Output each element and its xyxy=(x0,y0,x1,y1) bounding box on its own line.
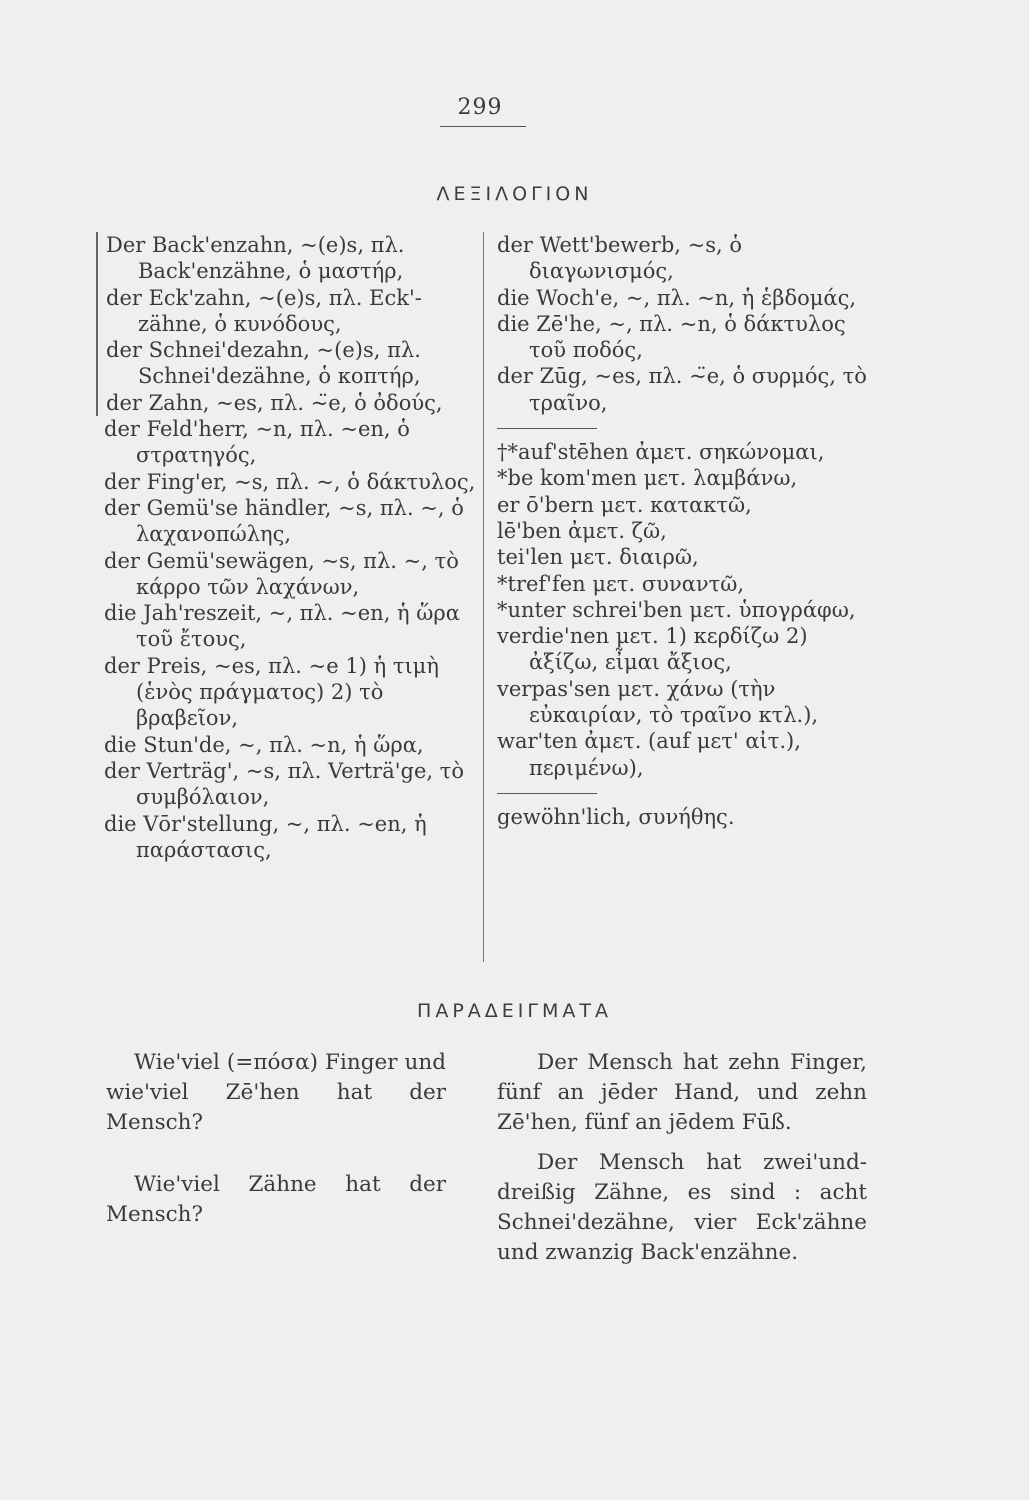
section-rule xyxy=(497,428,597,429)
vocab-entry: die Vōr'stellung, ~, πλ. ~en, ἡ παράστασις, xyxy=(104,811,427,862)
verb-entry: lē'ben ἀμετ. ζῶ, xyxy=(497,518,667,543)
vocab-entry: der Fing'er, ~s, πλ. ~, ὁ δάκτυλος, xyxy=(104,469,476,494)
examples-heading: ΠΑΡΑΔΕΙΓΜΑΤΑ xyxy=(417,1000,612,1022)
verb-entry: †*auf'stēhen ἀμετ. σηκώνομαι, xyxy=(497,440,825,465)
vocab-entry: der Zahn, ~es, πλ. ~̈e, ὁ ὀδούς, xyxy=(106,390,443,415)
verb-entry: war'ten ἀμετ. (auf μετ' αἰτ.), περιμένω), xyxy=(497,729,801,780)
vocab-entry: der Feld'herr, ~n, πλ. ~en, ὁ στρατηγός, xyxy=(104,417,410,468)
verb-entry: er ō'bern μετ. κατακτῶ, xyxy=(497,492,752,517)
vocabulary-left-column xyxy=(104,232,476,863)
vocab-entry: der Verträg', ~s, πλ. Verträ'ge, τὸ συμβόλαιον, xyxy=(104,758,464,810)
verb-entry: *tref'fen μετ. συναντῶ, xyxy=(497,571,745,596)
vocab-entry: die Woch'e, ~, πλ. ~n, ἡ ἑβδομάς, xyxy=(497,285,856,310)
answer-text: Der Mensch hat zehn Finger, fünf an jēder Hand, und zehn Zē'hen, fünf an jēdem Fūß. xyxy=(497,1050,867,1135)
vocabulary-heading: ΛΕΞΙΛΟΓΙΟΝ xyxy=(436,183,593,205)
column-divider xyxy=(483,232,484,962)
vocab-entry: die Jah'reszeit, ~, πλ. ~en, ἡ ὥρα τοῦ ἔτους, xyxy=(104,601,460,652)
teeth-group-bracket xyxy=(96,232,476,416)
question-text: Wie'viel Zähne hat der Mensch? xyxy=(106,1172,446,1227)
answers-column xyxy=(497,1048,867,1278)
vocab-entry: der Gemü'sewägen, ~s, πλ. ~, τὸ κάρρο τῶν λαχάνων, xyxy=(104,548,459,599)
vocabulary-right-column xyxy=(497,232,867,830)
verb-entry: *be kom'men μετ. λαμβάνω, xyxy=(497,466,798,491)
verb-entry: verpas'sen μετ. χάνω (τὴν εὐκαιρίαν, τὸ τραῖνο κτλ.), xyxy=(497,676,819,728)
page-number: 299 xyxy=(457,95,503,120)
vocab-entry: Der Back'enzahn, ~(e)s, πλ. Back'enzähne, ὁ μαστήρ, xyxy=(106,233,405,284)
vocab-entry: der Eck'zahn, ~(e)s, πλ. Eck'-zähne, ὁ κυνόδους, xyxy=(106,285,422,336)
adjective-entry: gewöhn'lich, συνήθης. xyxy=(497,804,735,829)
question-text: Wie'viel (=πόσα) Finger und wie'viel Zē'hen hat der Mensch? xyxy=(106,1050,446,1135)
vocab-entry: der Gemü'se händler, ~s, πλ. ~, ὁ λαχανοπώλης, xyxy=(104,495,464,547)
vocab-entry: die Zē'he, ~, πλ. ~n, ὁ δάκτυλος τοῦ ποδός, xyxy=(497,311,846,363)
section-rule xyxy=(497,793,597,794)
page-number-rule xyxy=(440,126,526,127)
verb-entry: verdie'nen μετ. 1) κερδίζω 2) ἀξίζω, εἶμαι ἄξιος, xyxy=(497,624,808,675)
verb-entry: tei'len μετ. διαιρῶ, xyxy=(497,545,699,570)
vocab-entry: der Wett'bewerb, ~s, ὁ διαγωνισμός, xyxy=(497,233,743,284)
vocab-entry: der Zūg, ~es, πλ. ~̈e, ὁ συρμός, τὸ τραῖνο, xyxy=(497,364,867,415)
verb-entry: *unter schrei'ben μετ. ὑπογράφω, xyxy=(497,597,856,622)
vocab-entry: der Schnei'dezahn, ~(e)s, πλ. Schnei'dezähne, ὁ κοπτήρ, xyxy=(106,338,421,389)
questions-column xyxy=(106,1048,446,1262)
vocab-entry: die Stun'de, ~, πλ. ~n, ἡ ὥρα, xyxy=(104,732,424,757)
vocab-entry: der Preis, ~es, πλ. ~e 1) ἡ τιμὴ (ἑνὸς πράγματος) 2) τὸ βραβεῖον, xyxy=(104,653,439,731)
answer-text: Der Mensch hat zwei'und-dreißig Zähne, es sind : acht Schnei'dezähne, vier Eck'zähne und zwanzig Back'enzähne. xyxy=(497,1150,867,1265)
